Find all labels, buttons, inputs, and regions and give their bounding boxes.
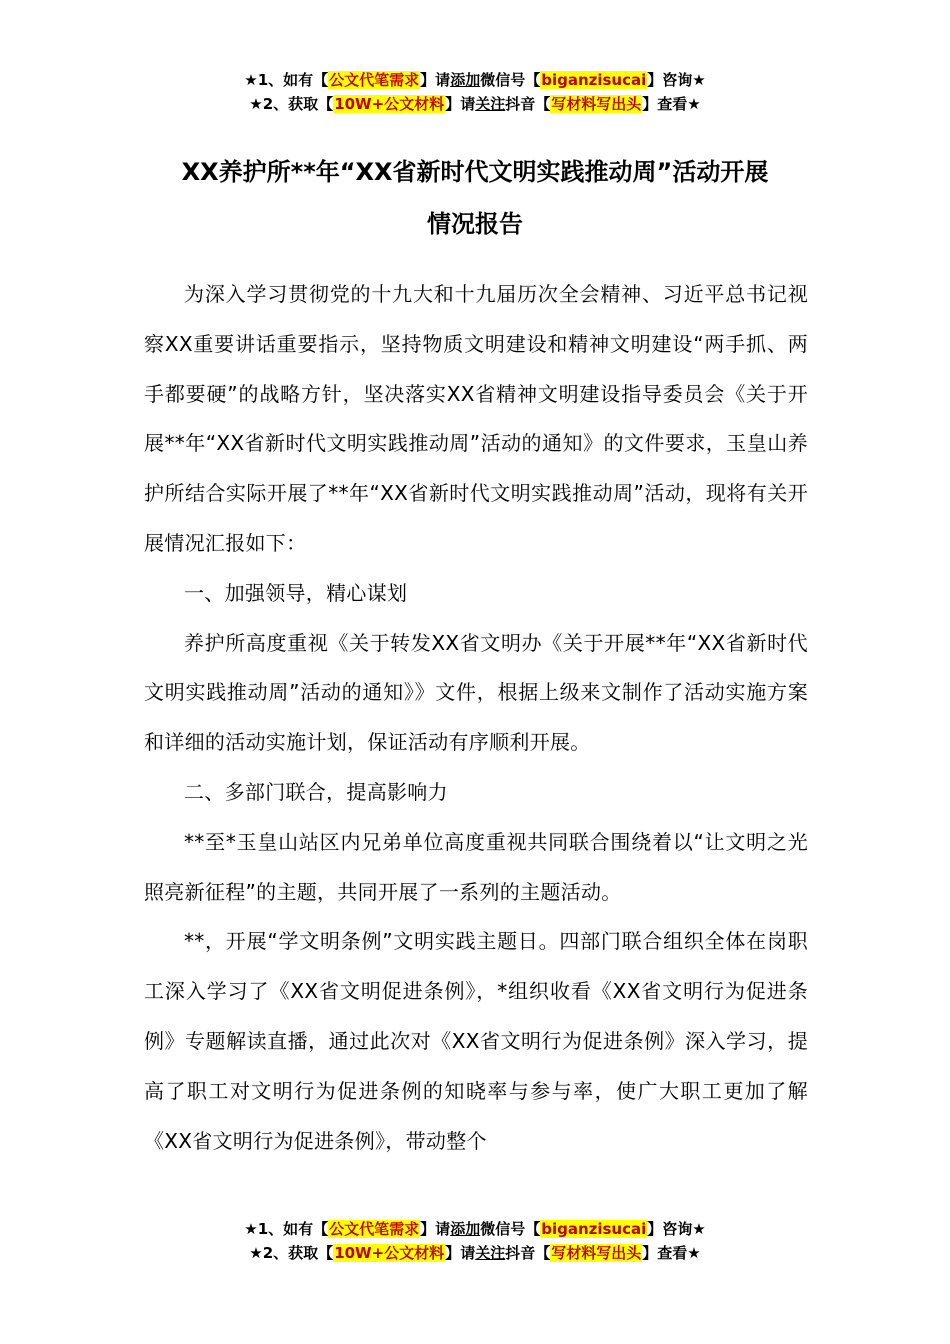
footer-banner [0,1217,950,1265]
highlight-service: 公文代笔需求 [329,71,420,89]
banner-line-1: ★1、如有【公文代笔需求】请添加微信号【biganzisucai】咨询★ [244,71,706,89]
highlight-douyin: 写材料写出头 [551,1244,642,1262]
highlight-douyin: 写材料写出头 [551,95,642,113]
section-heading-1: 一、加强领导，精心谋划 [184,580,408,605]
highlight-service: 公文代笔需求 [329,1220,420,1238]
banner-line-2: ★2、获取【10W+公文材料】请关注抖音【写材料写出头】查看★ [249,1244,701,1262]
section-heading-2: 二、多部门联合，提高影响力 [184,779,448,804]
title-line-1: XX养护所**年“XX省新时代文明实践推动周”活动开展 [181,158,769,186]
paragraph: **至*玉皇山站区内兄弟单位高度重视共同联合围绕着以“让文明之光照亮新征程”的主题，共同开展了一系列的主题活动。 [144,829,808,904]
document-body [144,270,808,1166]
highlight-wechat-id: biganzisucai [541,71,647,89]
paragraph-intro: 为深入学习贯彻党的十九大和十九届历次全会精神、习近平总书记视察XX重要讲话重要指示，坚持物质文明建设和精神文明建设“两手抓、两手都要硬”的战略方针，坚决落实XX省精神文明建设指导委员会《关于开展**年“XX省新时代文明实践推动周”活动的通知》的文件要求，玉皇山养护所结合实际开展了**年“XX省新时代文明实践推动周”活动，现将有关开展情况汇报如下： [144,282,808,555]
paragraph: 养护所高度重视《关于转发XX省文明办《关于开展**年“XX省新时代文明实践推动周”活动的通知》》文件，根据上级来文制作了活动实施方案和详细的活动实施计划，保证活动有序顺利开展。 [144,630,808,755]
highlight-materials: 10W+公文材料 [334,1244,445,1262]
header-banner [0,68,950,116]
banner-line-2: ★2、获取【10W+公文材料】请关注抖音【写材料写出头】查看★ [249,95,701,113]
document-title [120,146,830,250]
title-line-2: 情况报告 [427,210,523,238]
highlight-wechat-id: biganzisucai [541,1220,647,1238]
highlight-materials: 10W+公文材料 [334,95,445,113]
paragraph: **，开展“学文明条例”文明实践主题日。四部门联合组织全体在岗职工深入学习了《XX省文明促进条例》，*组织收看《XX省文明行为促进条例》专题解读直播，通过此次对《XX省文明行为促进条例》深入学习，提高了职工对文明行为促进条例的知晓率与参与率，使广大职工更加了解《XX省文明行为促进条例》，带动整个 [144,929,808,1153]
banner-line-1: ★1、如有【公文代笔需求】请添加微信号【biganzisucai】咨询★ [244,1220,706,1238]
